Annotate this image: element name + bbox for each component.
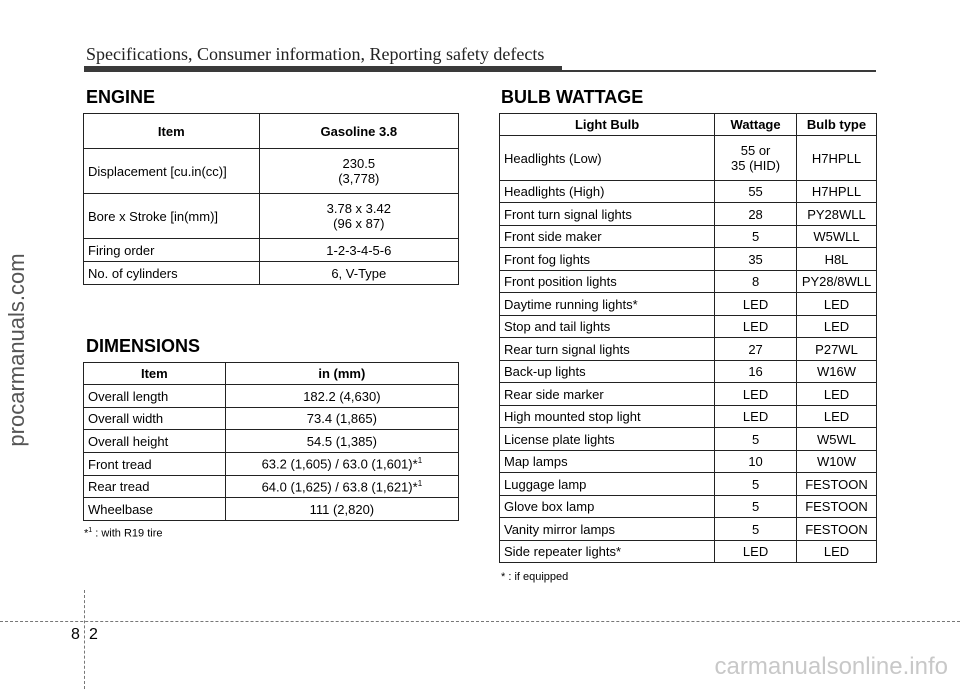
bulb-wattage: 5 [715,473,797,496]
table-row [500,473,877,496]
wattage-line: 55 or [740,143,771,158]
bulb-wattage-title: BULB WATTAGE [501,87,644,107]
dimensions-footnote [84,527,163,540]
bulb-name: Map lamps [500,451,715,473]
engine-title: ENGINE [86,87,156,107]
bulb-type: LED [797,293,877,316]
bulb-name: Stop and tail lights [500,316,715,338]
bulb-type: PY28/8WLL [797,271,877,293]
table-row [500,271,877,293]
engine-row-item: Bore x Stroke [in(mm)] [84,194,260,239]
table-row [500,203,877,226]
footnote-mark-sup: 1 [88,527,93,534]
bulb-name: Rear turn signal lights [500,338,715,361]
dimension-value [225,453,458,476]
dimensions-col-value: in (mm) [225,363,458,385]
page-number-page: 2 [89,626,98,643]
table-row [84,239,459,262]
bulb-type: P27WL [797,338,877,361]
dimension-item: Overall height [84,430,226,453]
side-watermark-text: procarmanuals.com [4,253,29,447]
bulb-name: Front position lights [500,271,715,293]
dimensions-col-item: Item [84,363,226,385]
bulb-type: W5WLL [797,226,877,248]
bulb-type: LED [797,383,877,406]
bulb-type: W16W [797,361,877,383]
bulb-wattage: 5 [715,496,797,518]
dimension-value: 182.2 (4,630) [225,385,458,408]
dimensions-header-row [84,363,459,385]
header-rule-thin [562,70,876,72]
bulb-type: FESTOON [797,496,877,518]
bulb-wattage [715,136,797,181]
bulb-type: H7HPLL [797,181,877,203]
table-row [500,451,877,473]
table-row [84,194,459,239]
bulb-type: LED [797,541,877,563]
dimension-value: 73.4 (1,865) [225,408,458,430]
footnote-mark: * [84,527,89,540]
engine-row-item: No. of cylinders [84,262,260,285]
engine-row-value [259,194,458,239]
bulb-type: H7HPLL [797,136,877,181]
table-row [500,428,877,451]
table-row [84,430,459,453]
footnote-ref: 1 [417,456,423,466]
bulb-type: W5WL [797,428,877,451]
bulb-wattage: 55 [715,181,797,203]
table-row [84,476,459,498]
dimension-value-text: 63.2 (1,605) / 63.0 (1,601)* [261,456,418,472]
bulb-wattage: LED [715,406,797,428]
bulb-wattage: LED [715,541,797,563]
dimension-value: 111 (2,820) [225,498,458,521]
bulb-wattage: 5 [715,518,797,541]
table-row [84,408,459,430]
table-row [500,181,877,203]
side-watermark [2,250,32,450]
table-row [500,226,877,248]
engine-table [83,113,459,285]
table-row [500,383,877,406]
bulb-type: LED [797,406,877,428]
bulb-name: Rear side marker [500,383,715,406]
bulb-wattage: LED [715,316,797,338]
bulb-wattage: 5 [715,226,797,248]
bulb-name: Daytime running lights* [500,293,715,316]
engine-row-value: 1-2-3-4-5-6 [259,239,458,262]
bulb-type: FESTOON [797,518,877,541]
bulb-wattage: 27 [715,338,797,361]
bulb-wattage: 10 [715,451,797,473]
bulb-col-type: Bulb type [797,114,877,136]
table-row [84,498,459,521]
dimension-value: 54.5 (1,385) [225,430,458,453]
bulb-wattage: LED [715,383,797,406]
page-header-title: Specifications, Consumer information, Reporting safety defects [86,44,545,64]
table-row [500,518,877,541]
page-number-chapter: 8 [71,626,80,643]
dimension-item: Front tread [84,453,226,476]
bulb-type: H8L [797,248,877,271]
bulb-header-row [500,114,877,136]
engine-col-gasoline: Gasoline 3.8 [259,114,458,149]
bulb-name: Front fog lights [500,248,715,271]
bulb-wattage: 35 [715,248,797,271]
bottom-watermark: carmanualsonline.info [714,653,948,680]
engine-row-value: 6, V-Type [259,262,458,285]
table-row [500,406,877,428]
bulb-wattage: 16 [715,361,797,383]
dimension-value-text: 64.0 (1,625) / 63.8 (1,621)* [261,479,418,495]
table-row [500,316,877,338]
engine-row-item: Firing order [84,239,260,262]
bulb-name: License plate lights [500,428,715,451]
bulb-wattage: 5 [715,428,797,451]
engine-header-row [84,114,459,149]
bulb-name: Back-up lights [500,361,715,383]
value-line: (3,778) [338,171,380,186]
bulb-col-wattage: Wattage [715,114,797,136]
table-row [500,541,877,563]
footnote-ref: 1 [417,478,423,488]
bulb-wattage: 8 [715,271,797,293]
footnote-text: : with R19 tire [92,527,163,540]
value-line: 230.5 [342,156,376,171]
bulb-name: Front side maker [500,226,715,248]
bulb-name: Vanity mirror lamps [500,518,715,541]
bulb-col-light: Light Bulb [500,114,715,136]
page-footer-rule [0,621,960,622]
table-row [500,136,877,181]
engine-col-item: Item [84,114,260,149]
table-row [500,361,877,383]
bulb-type: PY28WLL [797,203,877,226]
table-row [84,453,459,476]
bulb-name: Headlights (High) [500,181,715,203]
wattage-line: 35 (HID) [731,158,781,173]
bulb-name: Glove box lamp [500,496,715,518]
header-rule-thick [84,66,562,72]
bulb-type: LED [797,316,877,338]
table-row [500,338,877,361]
page-gutter-rule [84,590,85,689]
bulb-name: High mounted stop light [500,406,715,428]
table-row [84,262,459,285]
table-row [500,248,877,271]
bulb-name: Headlights (Low) [500,136,715,181]
engine-row-item: Displacement [cu.in(cc)] [84,149,260,194]
dimensions-title: DIMENSIONS [86,336,201,356]
value-line: 3.78 x 3.42 [326,201,391,216]
bulb-name: Side repeater lights* [500,541,715,563]
bulb-wattage-table [499,113,877,563]
bulb-type: FESTOON [797,473,877,496]
engine-row-value [259,149,458,194]
dimensions-table [83,362,459,521]
dimension-item: Rear tread [84,476,226,498]
table-row [84,149,459,194]
bulb-name: Luggage lamp [500,473,715,496]
bulb-footnote: * : if equipped [501,571,569,583]
bulb-name: Front turn signal lights [500,203,715,226]
bulb-wattage: LED [715,293,797,316]
dimension-item: Overall width [84,408,226,430]
table-row [500,293,877,316]
bulb-type: W10W [797,451,877,473]
table-row [84,385,459,408]
dimension-item: Wheelbase [84,498,226,521]
value-line: (96 x 87) [333,216,385,231]
table-row [500,496,877,518]
dimension-value [225,476,458,498]
bulb-wattage: 28 [715,203,797,226]
dimension-item: Overall length [84,385,226,408]
